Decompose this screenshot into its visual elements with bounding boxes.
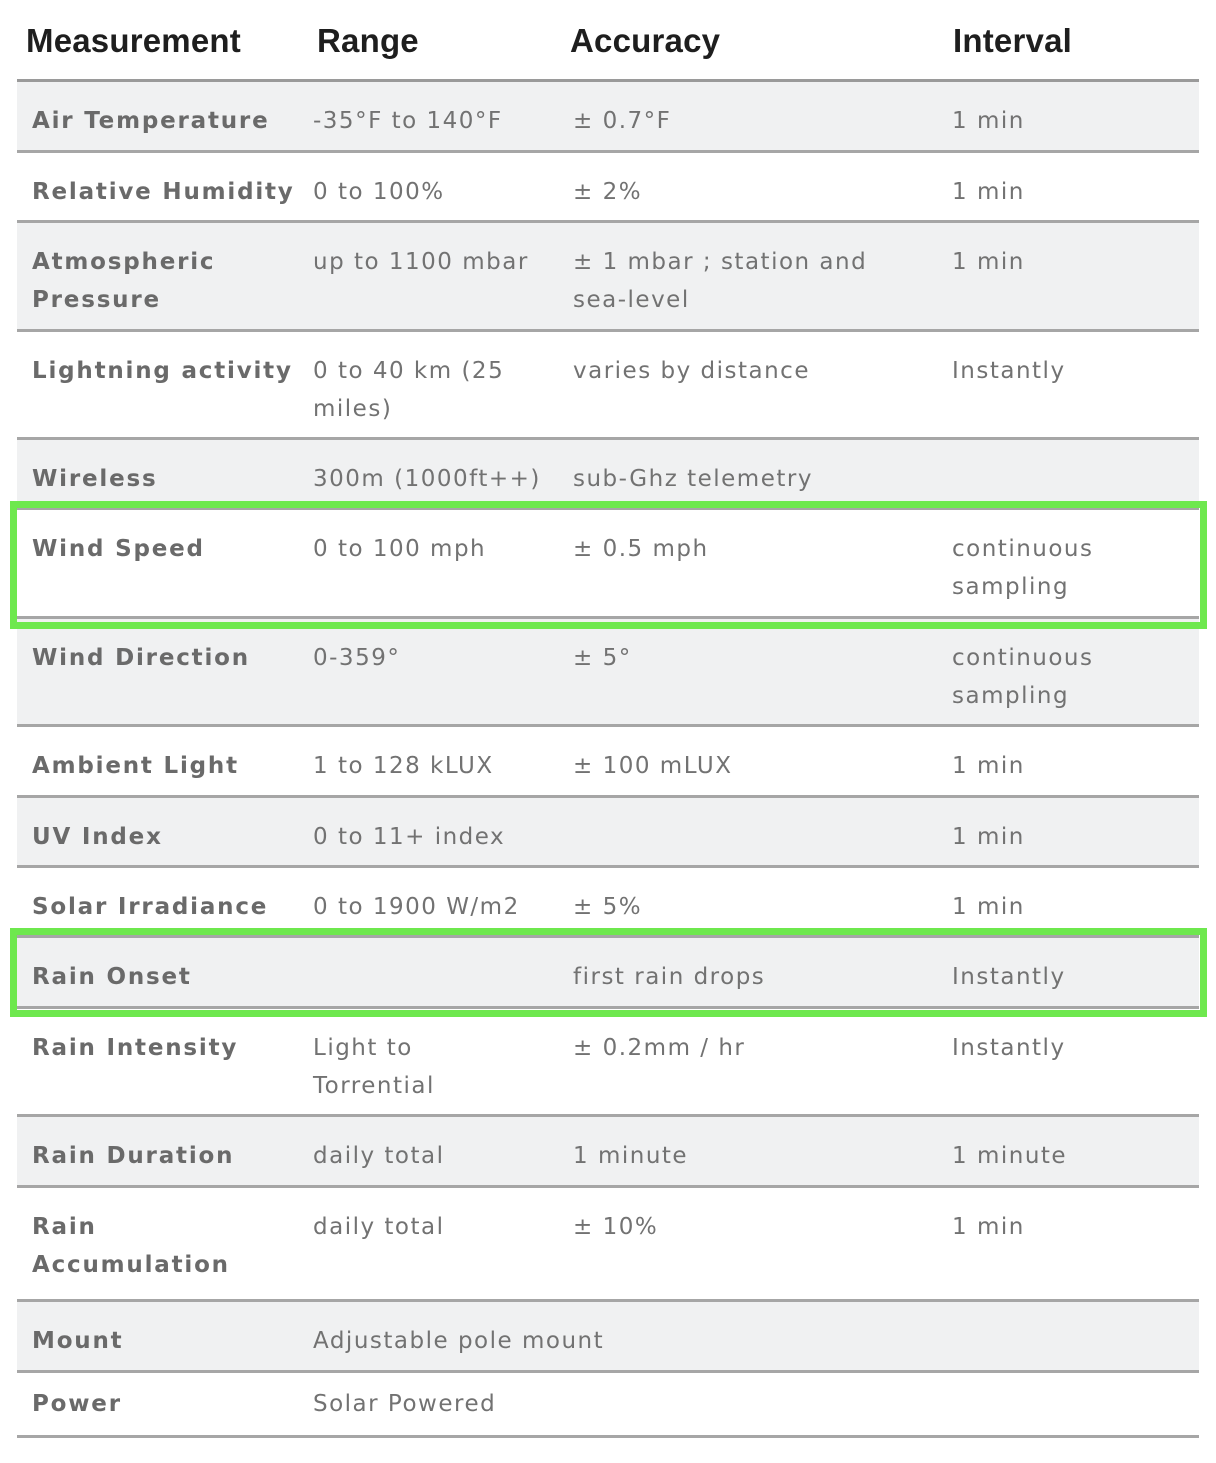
- cell-measurement: Air Temperature: [32, 108, 270, 134]
- cell-measurement: Relative Humidity: [32, 179, 295, 205]
- cell-accuracy: ± 1 mbar ; station and sea-level: [573, 249, 868, 313]
- cell-measurement: Atmospheric Pressure: [32, 249, 216, 313]
- cell-measurement: Solar Irradiance: [32, 894, 269, 920]
- cell-measurement: Ambient Light: [32, 753, 239, 779]
- cell-interval: 1 min: [952, 249, 1025, 275]
- table-row: [17, 1373, 1199, 1438]
- cell-range: -35°F to 140°F: [313, 108, 503, 134]
- cell-measurement: Rain Accumulation: [32, 1214, 230, 1278]
- cell-measurement: Rain Duration: [32, 1143, 235, 1169]
- cell-measurement: Lightning activity: [32, 358, 293, 384]
- cell-accuracy: ± 0.7°F: [573, 108, 672, 134]
- cell-range: 0 to 11+ index: [313, 824, 506, 850]
- cell-interval: 1 min: [952, 1214, 1025, 1240]
- cell-measurement: Rain Intensity: [32, 1035, 239, 1061]
- cell-range: Light to Torrential: [313, 1035, 435, 1099]
- cell-accuracy: first rain drops: [573, 964, 766, 990]
- cell-measurement: Rain Onset: [32, 964, 192, 990]
- header-range: Range: [317, 22, 419, 59]
- table-row: [17, 798, 1199, 868]
- spec-table: [17, 0, 1199, 1438]
- cell-range: Solar Powered: [313, 1391, 497, 1417]
- table-row: [17, 223, 1199, 332]
- table-row: [17, 510, 1199, 619]
- cell-interval: 1 min: [952, 894, 1025, 920]
- cell-range: 0 to 1900 W/m2: [313, 894, 520, 920]
- cell-interval: Instantly: [952, 358, 1066, 384]
- header-accuracy: Accuracy: [570, 22, 721, 59]
- cell-measurement: Wireless: [32, 466, 158, 492]
- table-row: [17, 1117, 1199, 1188]
- header-interval: Interval: [953, 22, 1072, 59]
- table-row: [17, 332, 1199, 440]
- cell-interval: 1 min: [952, 108, 1025, 134]
- cell-measurement: Wind Direction: [32, 645, 250, 671]
- cell-range: daily total: [313, 1143, 445, 1169]
- cell-range: 0 to 40 km (25 miles): [313, 358, 505, 422]
- cell-accuracy: 1 minute: [573, 1143, 689, 1169]
- cell-range: 1 to 128 kLUX: [313, 753, 494, 779]
- cell-measurement: Power: [32, 1391, 122, 1417]
- table-row: [17, 153, 1199, 223]
- cell-interval: continuous sampling: [952, 536, 1094, 600]
- cell-accuracy: ± 10%: [573, 1214, 659, 1240]
- table-header-row: [17, 0, 1199, 82]
- cell-interval: 1 minute: [952, 1143, 1068, 1169]
- cell-accuracy: sub-Ghz telemetry: [573, 466, 813, 492]
- table-row: [17, 1009, 1199, 1117]
- cell-interval: Instantly: [952, 964, 1066, 990]
- table-row: [17, 868, 1199, 938]
- cell-accuracy: varies by distance: [573, 358, 810, 384]
- table-row: [17, 1188, 1199, 1302]
- table-row: [17, 727, 1199, 798]
- table-row: [17, 938, 1199, 1009]
- table-row: [17, 1302, 1199, 1373]
- cell-interval: 1 min: [952, 824, 1025, 850]
- header-measurement: Measurement: [26, 22, 241, 59]
- table-row: [17, 619, 1199, 727]
- cell-range: up to 1100 mbar: [313, 249, 529, 275]
- cell-interval: Instantly: [952, 1035, 1066, 1061]
- cell-interval: 1 min: [952, 753, 1025, 779]
- cell-accuracy: ± 5%: [573, 894, 643, 920]
- cell-interval: continuous sampling: [952, 645, 1094, 709]
- cell-range: 0 to 100%: [313, 179, 445, 205]
- cell-range: 0 to 100 mph: [313, 536, 487, 562]
- cell-accuracy: ± 5°: [573, 645, 632, 671]
- cell-range: Adjustable pole mount: [313, 1328, 605, 1354]
- cell-accuracy: ± 100 mLUX: [573, 753, 733, 779]
- table-row: [17, 440, 1199, 510]
- table-row: [17, 82, 1199, 153]
- cell-range: 300m (1000ft++): [313, 466, 541, 492]
- cell-range: daily total: [313, 1214, 445, 1240]
- cell-range: 0-359°: [313, 645, 401, 671]
- cell-interval: 1 min: [952, 179, 1025, 205]
- cell-measurement: Wind Speed: [32, 536, 205, 562]
- cell-accuracy: ± 2%: [573, 179, 643, 205]
- cell-accuracy: ± 0.2mm / hr: [573, 1035, 746, 1061]
- cell-accuracy: ± 0.5 mph: [573, 536, 709, 562]
- cell-measurement: UV Index: [32, 824, 163, 850]
- cell-measurement: Mount: [32, 1328, 124, 1354]
